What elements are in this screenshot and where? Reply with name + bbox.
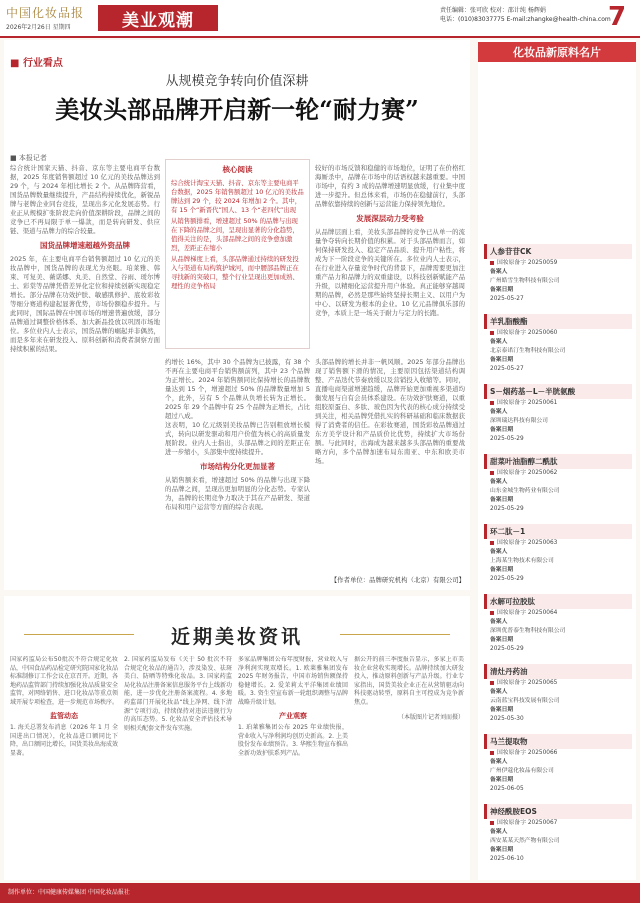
issue-date: 2026年2月26日 星期四: [6, 24, 71, 31]
paragraph: 从品牌层面上看，美妆头部品牌的竞争已从单一的流量争夺转向长期价值的积累。对于头部品牌而言，如何保持研发投入、稳定产品品质、提升用户粘性，将成为下一阶段竞争的关键所在。多位业内人士表示，在行业进入存量竞争时代的背景下，品牌需要更加注重产品力和品牌力的双重建设，以科技创新赋能产品升级，以精细化运营提升用户体验。真正能够穿越周期的品牌，必然是那些始终坚持长期主义、以用户为中心、以研发为根本的企业。10 亿元品牌俱乐部的竞争，本质上是一场关于耐力与定力的长跑。: [315, 228, 465, 317]
field-text: 国妆原备字 20250062: [497, 470, 558, 476]
news-endnote: （本版图片记者刘而摄）: [397, 713, 464, 721]
field-text: 西安某某天然产物有限公司: [490, 838, 560, 844]
field-text: 备案日期: [490, 357, 514, 363]
field-text: 国妆原备字 20250060: [497, 330, 558, 336]
field-value: [484, 417, 632, 426]
field-text: 上海某生物技术有限公司: [490, 558, 554, 564]
field-value: [484, 347, 632, 356]
field-text: 备案人: [490, 689, 508, 695]
bullet-icon: [490, 611, 494, 615]
field-value: [484, 627, 632, 636]
header-rule: [0, 36, 640, 38]
field-value: [484, 295, 632, 304]
field-value: [484, 399, 632, 408]
field-label: [484, 828, 632, 837]
field-text: 国妆原备字 20250063: [497, 540, 558, 546]
ingredient-card: [484, 524, 632, 594]
field-value: [484, 469, 632, 478]
paragraph: 头部品牌的增长并非一帆风顺。2025 年部分品牌出现了销售额下滑的情况，主要原因包括渠道结构调整、产品迭代节奏放缓以及营销投入收缩等。同时，直播电商渠道增速趋缓，品牌开始更加重视多渠道均衡发展与自有会员体系建设。在功效护肤赛道，以重组胶原蛋白、多肽、玻色因为代表的核心成分持续受到关注，相关品牌凭借扎实的科研基础和临床数据获得了消费者的信任。在彩妆赛道，国货彩妆品牌通过东方美学设计和产品质价比优势，持续扩大市场份额。与此同时，出海成为越来越多头部品牌的重要战略方向，多个品牌加速布局东南亚、中东和欧美市场。: [315, 358, 465, 465]
field-value: [484, 505, 632, 514]
paragraph: 据公开的前三季度报告显示，多家上市美妆企业营收实现增长。品牌持续加大研发投入，推动原料创新与产品升级。行业专家指出，国货美妆企业正在从营销驱动向科技驱动转型，原料自主可控成为竞争新焦点。: [354, 656, 464, 706]
reporter-byline: ■ 本报记者: [10, 154, 47, 162]
field-text: 备案日期: [490, 497, 514, 503]
field-text: 云南蓝宝科技发展有限公司: [490, 698, 560, 704]
field-text: 2025-05-29: [490, 576, 524, 582]
field-text: 备案人: [490, 549, 508, 555]
field-text: 国妆原备字 20250061: [497, 400, 558, 406]
field-text: 2025-05-29: [490, 436, 524, 442]
news-column-1: [10, 656, 118, 876]
paragraph: 综合统计国家天猫、抖音、京东等主要电商平台数据，2025 年度销售额超过 10 亿元的美妆品牌达到 29 个，与 2024 年相比增长 2 个。从品牌阵营看，国货品牌数量继续提升，产品结构持续优化，新锐品牌与老牌企业同台竞技，呈现出多元化发展态势。行业正从规模扩张阶段走向价值深耕阶段，品牌之间的竞争已不再局限于单一爆款，而是转向研发、供应链、渠道与品牌力的综合较量。: [10, 164, 160, 235]
paragraph: 1. 珀莱雅集团公布 2025 年业绩快报，营业收入与净利润均创历史新高。2. 上美股份发布业绩预告。3. 华熙生物宣布推出全新功效护肤系列产品。: [238, 724, 348, 757]
core-paragraph: 从品牌梯度上看，头部品牌通过持续的研发投入与渠道布局构筑护城河，而中腰部品牌正在寻找新的突破口，整个行业呈现出更加成熟、理性的竞争格局: [171, 255, 299, 290]
field-text: 备案日期: [490, 287, 514, 293]
contact-line: 电话：(010)83037775 E-mail:zhangke@health-china.com: [440, 16, 611, 23]
field-text: 备案人: [490, 339, 508, 345]
paragraph: 从销售额来看，增速超过 50% 的品牌与出现下降的品牌之间，呈现出更加明显的分化态势。专家认为，品牌的长期竞争力取决于其在产品研发、渠道布局和用户运营等方面的综合表现。: [165, 476, 310, 511]
ingredient-card: [484, 734, 632, 804]
article-column-4: [315, 164, 465, 354]
field-text: 2025-05-27: [490, 296, 524, 302]
news-column-3: [238, 656, 348, 876]
article-subtitle: 从规模竞争转向价值深耕: [165, 74, 309, 89]
field-text: 2025-06-05: [490, 786, 524, 792]
field-text: 备案日期: [490, 847, 514, 853]
field-label: [484, 566, 632, 575]
field-label: [484, 636, 632, 645]
field-text: 备案人: [490, 829, 508, 835]
field-label: [484, 706, 632, 715]
paragraph: 较好的市场反馈和稳健的市场地位，证明了在价格红海厮杀中，品牌在市场中的话语权越来越重要。中国市场中，有约 3 成的品牌增速明显放缓，行业集中度进一步提升。但总体来看，市场仍在稳健前行，头部品牌依靠持续的创新与运营能力保持领先地位。: [315, 164, 465, 208]
core-paragraph: 综合统计淘宝天猫、抖音、京东等主要电商平台数据，2025 年销售额超过 10 亿元的美妆品牌达到 29 个，较 2024 年增加 2 个。其中，有 15 个“新晋代”国人、13 个“老四代”出现: [171, 179, 304, 214]
field-value: [484, 329, 632, 338]
news-subheading: 产业观察: [279, 711, 307, 720]
field-label: [484, 338, 632, 347]
field-label: [484, 758, 632, 767]
newspaper-logo: 中国化妆品报: [6, 6, 85, 20]
bullet-icon: [490, 821, 494, 825]
field-text: 备案日期: [490, 567, 514, 573]
field-value: [484, 715, 632, 724]
news-column-2: [124, 656, 232, 876]
field-text: 备案日期: [490, 707, 514, 713]
field-text: 2025-05-27: [490, 366, 524, 372]
field-text: 深圳优普泰生物科技有限公司: [490, 628, 566, 634]
field-label: [484, 478, 632, 487]
field-text: 2025-05-30: [490, 716, 524, 722]
field-value: [484, 365, 632, 374]
field-text: 国妆原备字 20250067: [497, 820, 558, 826]
field-value: [484, 855, 632, 864]
ingredient-name: 马兰提取物: [484, 734, 632, 749]
ingredient-name: 神经酰胺EOS: [484, 804, 632, 819]
field-value: [484, 259, 632, 268]
ingredient-name: 甜菜叶油脂醇二酰肽: [484, 454, 632, 469]
field-value: [484, 557, 632, 566]
paragraph: 国家药监局公布50批次不符合规定化妆品，中国食品药品检定研究院国家化妆品标准制修订工作会议在京召开。近期，各地药品监管部门持续加强化妆品质量安全监管，对网络销售、进口化妆品等重点领域开展专项检查，进一步规范市场秩序。: [10, 656, 118, 706]
article-column-1: [10, 164, 160, 584]
field-label: [484, 496, 632, 505]
field-label: [484, 268, 632, 277]
ingredient-card: [484, 664, 632, 734]
ingredient-card: [484, 594, 632, 664]
field-text: 2025-06-10: [490, 856, 524, 862]
field-text: 山东金城生物药业有限公司: [490, 488, 560, 494]
article-subheading: 市场结构分化更加显著: [200, 462, 275, 471]
field-text: 备案日期: [490, 427, 514, 433]
field-text: 国妆原备字 20250064: [497, 610, 558, 616]
news-column-4: [354, 656, 464, 876]
field-value: [484, 645, 632, 654]
field-value: [484, 697, 632, 706]
bullet-icon: [490, 471, 494, 475]
section-banner: 美业观潮: [98, 5, 218, 31]
field-text: 2025-05-29: [490, 506, 524, 512]
field-label: [484, 286, 632, 295]
paragraph: 这表明，10 亿元级别美妆品牌已告别粗放增长模式，转向以研发驱动和用户价值为核心的高质量发展阶段。业内人士指出，头部品牌之间的差距正在进一步缩小，头部集中度持续提升。: [165, 421, 310, 456]
core-paragraph: 从销售额排看，增速超过 50% 的品牌与出现在下降的品牌之间，呈现出显著的分化趋势，值得关注的是，头部品牌之间的竞争愈加激烈，差距正在缩小: [171, 217, 299, 252]
field-text: 2025-05-29: [490, 646, 524, 652]
news-section: [4, 596, 470, 880]
field-value: [484, 575, 632, 584]
field-value: [484, 767, 632, 776]
field-text: 备案日期: [490, 637, 514, 643]
page-footer: 制作单位：中国健康传媒集团 中国化妆品报社: [0, 883, 640, 903]
field-text: 北京泰诺汀生物科技有限公司: [490, 348, 566, 354]
bullet-icon: [490, 681, 494, 685]
page-number: 7: [608, 2, 627, 32]
field-label: [484, 846, 632, 855]
field-label: [484, 356, 632, 365]
bullet-icon: [490, 401, 494, 405]
field-text: 备案人: [490, 619, 508, 625]
field-text: 国妆原备字 20250059: [497, 260, 558, 266]
news-subheading: 监管动态: [50, 711, 78, 720]
article-column-3: [315, 358, 465, 584]
editor-line: 责任编辑：张可欣 校对：邵计纯 杨辉娟: [440, 7, 546, 14]
field-label: [484, 426, 632, 435]
article-title: 美妆头部品牌开启新一轮“耐力赛”: [55, 95, 419, 124]
ingredient-name: 羊乳脂酸酯: [484, 314, 632, 329]
ingredient-card: [484, 244, 632, 314]
field-text: 广州皓雪生物科技有限公司: [490, 278, 560, 284]
field-label: [484, 688, 632, 697]
field-label: [484, 408, 632, 417]
paragraph: 多家品牌集团公布年度财报，营业收入与净利润实现双增长。1. 欧莱雅集团发布 2025 年财务报告，中国市场销售额保持稳健增长。2. 爱茉莉太平洋集团业绩回暖。3. 资生堂宣布新一轮组织调整与品牌战略升级计划。: [238, 656, 348, 706]
paragraph: 1. 海关总署发布消息（2026 年 1 月 全国进出口情况），化妆品进口额同比下降，出口额同比增长，国货美妆出海成效显著。: [10, 724, 118, 757]
field-label: [484, 548, 632, 557]
field-value: [484, 819, 632, 828]
ingredient-card: [484, 454, 632, 524]
paragraph: 约增长 16%，其中 30 个品牌为已披露，有 38 个不再在主要电商平台销售额前列，其中 23 个品牌为正增长。2024 年销售额同比保持增长的品牌数量达到 15 个，增速超过 50% 的品牌数量增加 5 个，此外，另有 5 个品牌从负增长转为正增长。2025 年 29 个品牌中有 25 个品牌为正增长，占比超过八成。: [165, 358, 310, 420]
field-value: [484, 837, 632, 846]
bullet-icon: [490, 331, 494, 335]
field-text: 广州伊蔻化妆品有限公司: [490, 768, 554, 774]
core-reading-box: [165, 159, 310, 349]
field-value: [484, 277, 632, 286]
ingredient-name: 环二肽－1: [484, 524, 632, 539]
ingredient-name: 清灶丹药油: [484, 664, 632, 679]
column-tag: ■ 行业看点: [10, 58, 63, 69]
field-text: 备案人: [490, 479, 508, 485]
article-subheading: 国货品牌增速超越外资品牌: [40, 241, 130, 250]
field-text: 备案人: [490, 269, 508, 275]
field-text: 备案日期: [490, 777, 514, 783]
paragraph: 2. 国家药监局发布《关于 50 批次不符合规定化妆品的通告》，涉及染发、祛斑美白、防晒等特殊化妆品。3. 国家药监局化妆品注册备案信息服务平台上线新功能，进一步优化注册备案流程。4. 多地药监部门开展化妆品“线上净网、线下清源”专项行动，持续保持对违法违规行为的高压态势。5. 化妆品安全评估技术导则相关配套文件发布实施。: [124, 656, 232, 732]
article-endnote: 【作者单位：品牌研究机构（北京）有限公司】: [330, 576, 465, 584]
ingredient-card: [484, 314, 632, 384]
field-label: [484, 618, 632, 627]
field-value: [484, 487, 632, 496]
field-text: 深圳瑞达科技有限公司: [490, 418, 548, 424]
sidebar-title: 化妆品新原料名片: [478, 42, 636, 62]
ingredient-card: [484, 804, 632, 874]
bullet-icon: [490, 751, 494, 755]
news-title: 近期美妆资讯: [170, 626, 303, 648]
field-value: [484, 785, 632, 794]
field-value: [484, 679, 632, 688]
paragraph: 2025 年，在主要电商平台销售额超过 10 亿元的美妆品牌中，国货品牌的表现尤为亮眼。珀莱雅、韩束、可复美、薇诺娜、丸美、自然堂、谷雨、瑷尔博士、彩棠等品牌凭借差异化定位和持续创新实现稳定增长。部分品牌在功效护肤、敏感肌修护、底妆彩妆等细分赛道构建起显著优势，市场份额稳步提升。与此同时，国际品牌在中国市场的增速普遍放缓，部分品牌通过调整价格体系、加大新品投放以巩固市场地位。多位业内人士表示，国货品牌的崛起并非偶然，而是多年来在研发投入、原料创新和消费者洞察方面持续积累的结果。: [10, 255, 160, 353]
field-text: 备案人: [490, 759, 508, 765]
title-rule-right: [340, 634, 450, 635]
ingredient-name: 人参苷苷CK: [484, 244, 632, 259]
lead-article: [4, 40, 470, 590]
editor-info: [440, 6, 611, 24]
page-header: [0, 0, 640, 36]
field-text: 国妆原备字 20250065: [497, 680, 558, 686]
bullet-icon: [490, 541, 494, 545]
bullet-icon: [490, 261, 494, 265]
field-text: 国妆原备字 20250066: [497, 750, 558, 756]
ingredient-name: 水解可拉胶肽: [484, 594, 632, 609]
ingredient-name: S－烟药基－L－半胱氨酸: [484, 384, 632, 399]
field-value: [484, 609, 632, 618]
field-label: [484, 776, 632, 785]
article-subheading: 发展深层动力受考验: [356, 214, 424, 223]
field-text: 备案人: [490, 409, 508, 415]
field-value: [484, 539, 632, 548]
core-reading-heading: 核心阅读: [222, 165, 253, 174]
article-column-2: [165, 358, 310, 584]
column-tag-label: 行业看点: [22, 58, 63, 69]
field-value: [484, 435, 632, 444]
ingredient-card: [484, 384, 632, 454]
field-value: [484, 749, 632, 758]
